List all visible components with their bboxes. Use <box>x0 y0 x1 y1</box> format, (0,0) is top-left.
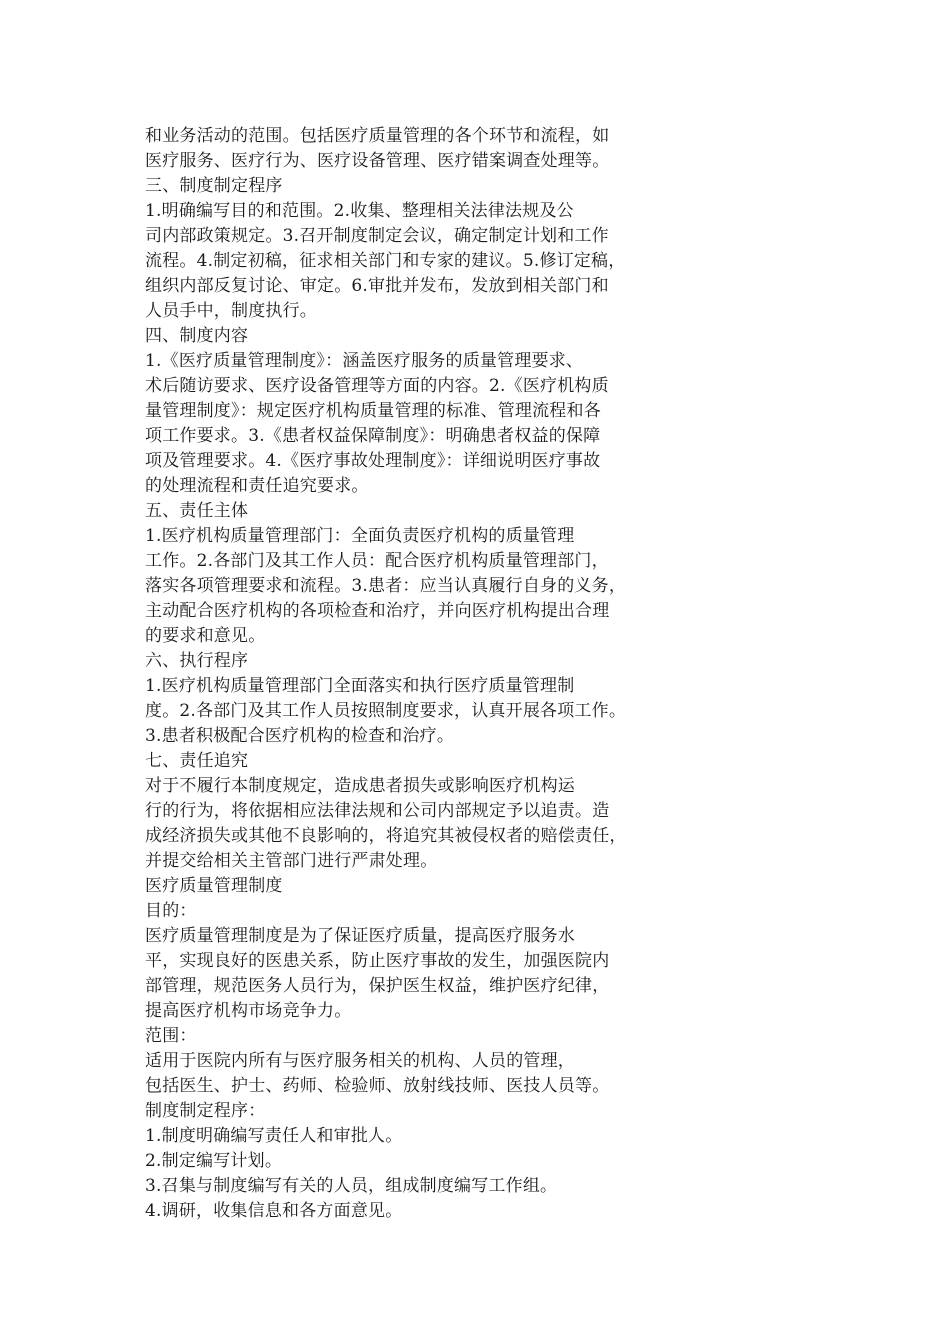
text-line: 包括医生、护士、药师、检验师、放射线技师、医技人员等。 <box>145 1076 610 1096</box>
text-line: 部管理，规范医务人员行为，保护医生权益，维护医疗纪律， <box>145 976 610 996</box>
text-line: 平，实现良好的医患关系，防止医疗事故的发生，加强医院内 <box>145 951 610 971</box>
text-line: 流程。4.制定初稿，征求相关部门和专家的建议。5.修订定稿， <box>145 251 626 271</box>
text-line: 主动配合医疗机构的各项检查和治疗，并向医疗机构提出合理 <box>145 601 610 621</box>
text-line: 1.明确编写目的和范围。2.收集、整理相关法律法规及公 <box>145 201 574 221</box>
subheading: 制度制定程序： <box>145 1101 266 1121</box>
list-item: 4.调研，收集信息和各方面意见。 <box>145 1201 403 1221</box>
text-line: 工作。2.各部门及其工作人员：配合医疗机构质量管理部门， <box>145 551 609 571</box>
section-heading: 七、责任追究 <box>145 751 249 771</box>
text-line: 术后随访要求、医疗设备管理等方面的内容。2.《医疗机构质 <box>145 376 609 396</box>
text-line: 成经济损失或其他不良影响的，将追究其被侵权者的赔偿责任， <box>145 826 627 846</box>
list-item: 3.召集与制度编写有关的人员，组成制度编写工作组。 <box>145 1176 558 1196</box>
document-body <box>145 124 675 1224</box>
section-heading: 六、执行程序 <box>145 651 249 671</box>
section-heading: 五、责任主体 <box>145 501 249 521</box>
subheading: 目的： <box>145 901 197 921</box>
text-line: 3.患者积极配合医疗机构的检查和治疗。 <box>145 726 455 746</box>
text-line: 项及管理要求。4.《医疗事故处理制度》：详细说明医疗事故 <box>145 451 601 471</box>
text-line: 提高医疗机构市场竞争力。 <box>145 1001 352 1021</box>
text-line: 项工作要求。3.《患者权益保障制度》：明确患者权益的保障 <box>145 426 601 446</box>
text-line: 和业务活动的范围。包括医疗质量管理的各个环节和流程，如 <box>145 126 610 146</box>
text-line: 对于不履行本制度规定，造成患者损失或影响医疗机构运 <box>145 776 575 796</box>
text-line: 司内部政策规定。3.召开制度制定会议，确定制定计划和工作 <box>145 226 609 246</box>
list-item: 1.制度明确编写责任人和审批人。 <box>145 1126 403 1146</box>
text-line: 人员手中，制度执行。 <box>145 301 317 321</box>
text-line: 适用于医院内所有与医疗服务相关的机构、人员的管理， <box>145 1051 575 1071</box>
text-line: 并提交给相关主管部门进行严肃处理。 <box>145 851 438 871</box>
document-title: 医疗质量管理制度 <box>145 876 283 896</box>
text-line: 1.医疗机构质量管理部门：全面负责医疗机构的质量管理 <box>145 526 575 546</box>
text-line: 行的行为，将依据相应法律法规和公司内部规定予以追责。造 <box>145 801 610 821</box>
text-line: 落实各项管理要求和流程。3.患者：应当认真履行自身的义务， <box>145 576 627 596</box>
text-line: 度。2.各部门及其工作人员按照制度要求，认真开展各项工作。 <box>145 701 627 721</box>
text-line: 的处理流程和责任追究要求。 <box>145 476 369 496</box>
text-line: 医疗服务、医疗行为、医疗设备管理、医疗错案调查处理等。 <box>145 151 610 171</box>
section-heading: 四、制度内容 <box>145 326 249 346</box>
text-line: 量管理制度》：规定医疗机构质量管理的标准、管理流程和各 <box>145 401 601 421</box>
text-line: 1.《医疗质量管理制度》：涵盖医疗服务的质量管理要求、 <box>145 351 584 371</box>
text-line: 组织内部反复讨论、审定。6.审批并发布，发放到相关部门和 <box>145 276 609 296</box>
text-line: 医疗质量管理制度是为了保证医疗质量，提高医疗服务水 <box>145 926 575 946</box>
text-line: 的要求和意见。 <box>145 626 266 646</box>
subheading: 范围： <box>145 1026 197 1046</box>
text-line: 1.医疗机构质量管理部门全面落实和执行医疗质量管理制 <box>145 676 575 696</box>
list-item: 2.制定编写计划。 <box>145 1151 283 1171</box>
section-heading: 三、制度制定程序 <box>145 176 283 196</box>
